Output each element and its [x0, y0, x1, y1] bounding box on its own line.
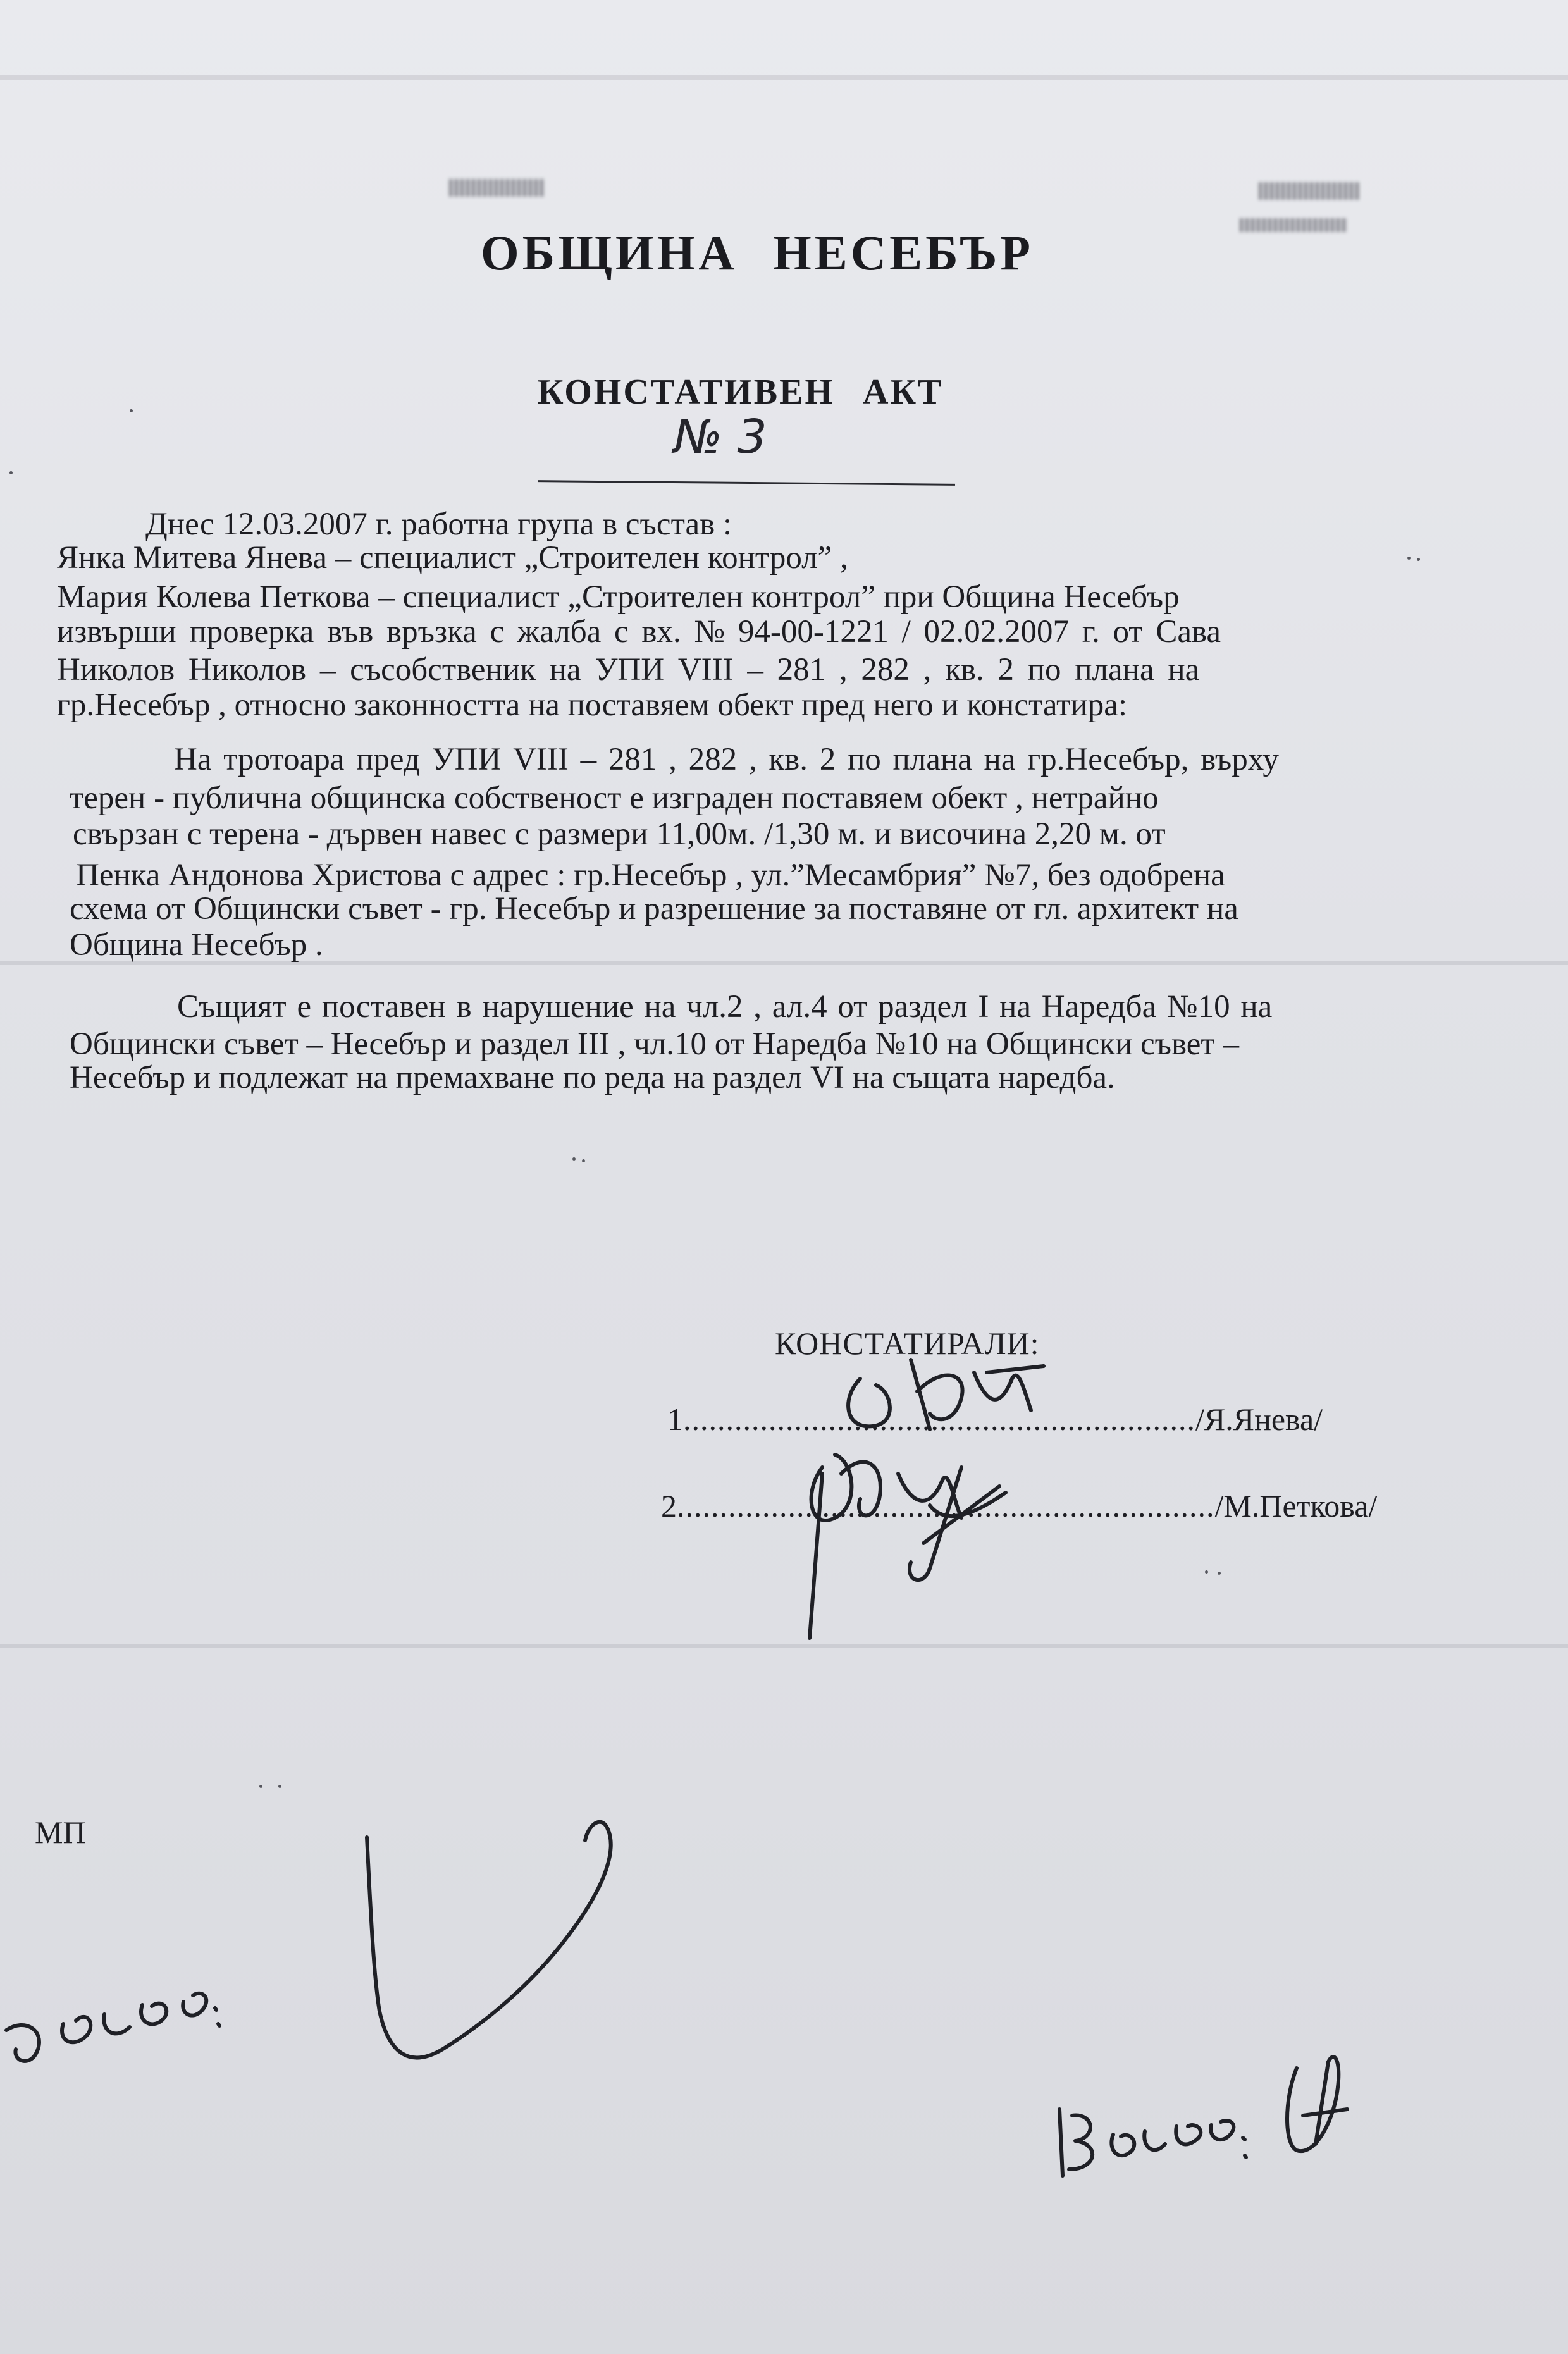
act-number: № 3	[674, 410, 767, 464]
signer-index: 1	[667, 1402, 683, 1437]
body-line: Николов Николов – съсобственик на УПИ VIII – 281 , 282 , кв. 2 по плана на	[57, 652, 1200, 687]
body-line: терен - публична общинска собственост е изграден поставяем обект , нетрайно	[70, 780, 1159, 816]
act-title: КОНСТАТИВЕН АКТ	[538, 373, 944, 412]
signature-mark-right	[1287, 2057, 1347, 2151]
scan-speck	[1417, 558, 1420, 561]
scan-speck	[259, 1785, 262, 1788]
signer-name: /Я.Янева/	[1195, 1402, 1323, 1437]
body-line: Несебър и подлежат на премахване по реда на раздел VI на същата наредба.	[70, 1060, 1115, 1095]
signature-petkova	[810, 1455, 1006, 1638]
scan-speck	[572, 1157, 576, 1161]
handwritten-note-right	[1059, 2109, 1246, 2176]
body-line: Същият е поставен в нарушение на чл.2 , ал.4 от раздел I на Наредба №10 на	[177, 989, 1273, 1025]
scan-speck	[1218, 1572, 1221, 1575]
signer-index: 2	[661, 1488, 677, 1524]
signature-yaneva	[848, 1360, 1044, 1429]
scan-speck	[278, 1785, 281, 1788]
body-line: Община Несебър .	[70, 927, 323, 963]
body-line: свързан с терена - дървен навес с размери 11,00м. /1,30 м. и височина 2,20 м. от	[73, 817, 1166, 852]
body-line: Общински съвет – Несебър и раздел III , чл.10 от Наредба №10 на Общински съвет –	[70, 1026, 1239, 1062]
body-line: Пенка Андонова Христова с адрес : гр.Несебър , ул.”Месамбрия” №7, без одобрена	[76, 858, 1225, 893]
scan-speck	[130, 409, 133, 412]
scan-speck	[1205, 1570, 1208, 1574]
handwritten-note-left	[6, 1994, 219, 2061]
scan-speck	[582, 1159, 585, 1162]
scan-speck	[9, 471, 13, 474]
body-line: На тротоара пред УПИ VIII – 281 , 282 , кв. 2 по плана на гр.Несебър, върху	[174, 742, 1279, 777]
body-line: Янка Митева Янева – специалист „Строителен контрол” ,	[57, 540, 848, 576]
scan-speck	[1407, 557, 1411, 560]
signers-heading: КОНСТАТИРАЛИ:	[775, 1326, 1040, 1361]
body-line: Мария Колева Петкова – специалист „Строителен контрол” при Община Несебър	[57, 579, 1180, 615]
stamp-placeholder-label: МП	[35, 1815, 86, 1850]
body-line: схема от Общински съвет - гр. Несебър и разрешение за поставяне от гл. архитект на	[70, 891, 1238, 927]
signature-line: ...............................................................	[677, 1488, 1215, 1524]
scribble-mark-left	[367, 1822, 611, 2058]
body-line: гр.Несебър , относно законността на поставяем обект пред него и констатира:	[57, 687, 1128, 723]
municipality-heading: ОБЩИНА НЕСЕБЪР	[481, 225, 1034, 280]
signer-name: /М.Петкова/	[1214, 1488, 1378, 1524]
signature-line: ............................................................	[683, 1402, 1195, 1437]
body-line: Днес 12.03.2007 г. работна група в състав :	[145, 507, 732, 542]
body-line: извърши проверка във връзка с жалба с вх. № 94-00-1221 / 02.02.2007 г. от Сава	[57, 614, 1221, 650]
